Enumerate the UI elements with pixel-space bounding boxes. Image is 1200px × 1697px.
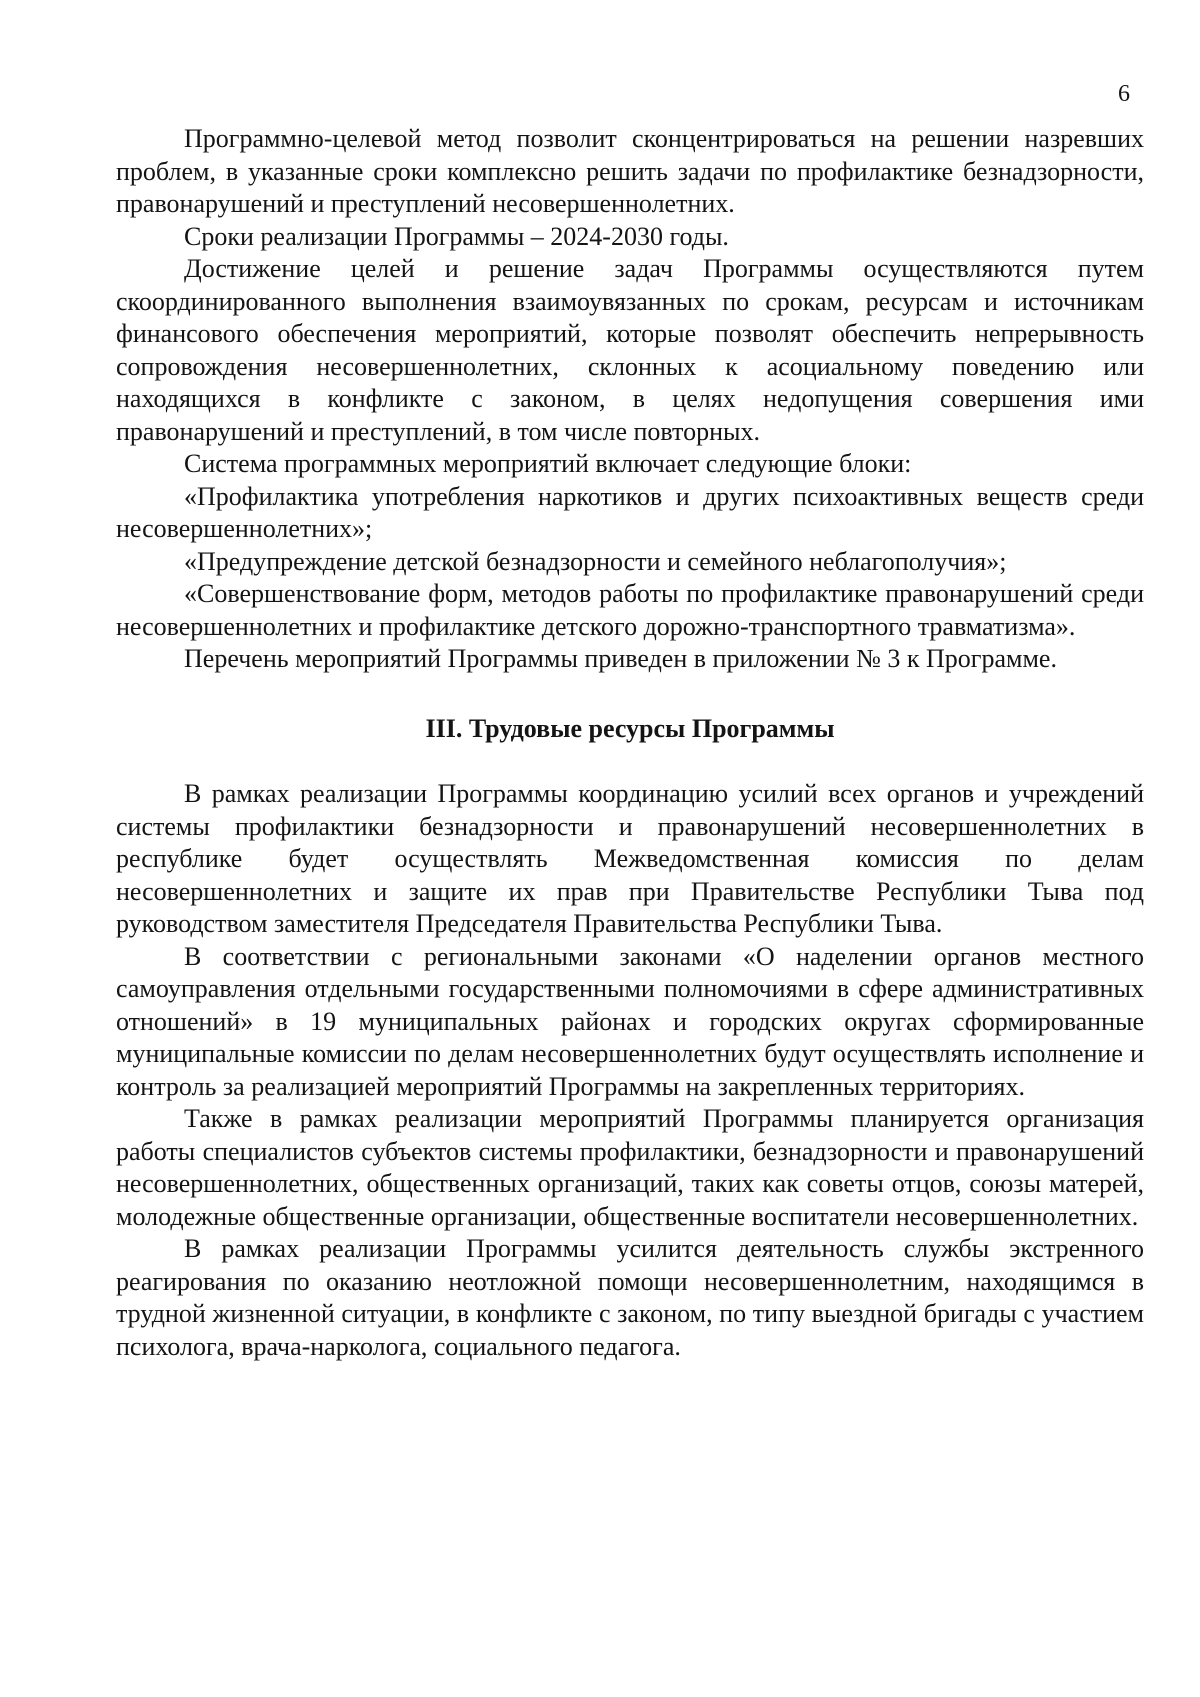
paragraph-program-target-method: Программно-целевой метод позволит сконцентрироваться на решении назревших проблем, в указанные сроки комплексно решить задачи по профилактике безнадзорности, правонарушений и преступлений несовершеннолетних. [116,124,1144,218]
paragraph-block-neglect-prevention: «Предупреждение детской безнадзорности и семейного неблагополучия»; [184,546,1007,576]
section-heading: III. Трудовые ресурсы Программы [425,713,835,743]
paragraph-specialists-organization: Также в рамках реализации мероприятий Программы планируется организация работы специалистов субъектов системы профилактики, безнадзорности и правонарушений несовершеннолетних, общественных организаций, таких как советы отцов, союзы матерей, молодежные общественные организации, общественные воспитатели несовершеннолетних. [116,1104,1144,1231]
paragraph-goals-achievement: Достижение целей и решение задач Программы осуществляются путем скоординированного выполнения взаимоувязанных по срокам, ресурсам и источникам финансового обеспечения мероприятий, которые позволят обеспечить непрерывность сопровождения несовершеннолетних, склонных к асоциальному поведению или находящихся в конфликте с законом, в целях недопущения совершения ими правонарушений и преступлений, в том числе повторных. [116,254,1144,446]
paragraph-block-drug-prevention: «Профилактика употребления наркотиков и других психоактивных веществ среди несовершеннолетних»; [116,481,1144,543]
paragraph-municipal-commissions: В соответствии с региональными законами «О наделении органов местного самоуправления отдельными государственными полномочиями в сфере административных отношений» в 19 муниципальных районах и городских округах сформированные муниципальные комиссии по делам несовершеннолетних будут осуществлять исполнение и контроль за реализацией мероприятий Программы на закрепленных территориях. [116,941,1144,1101]
document-body [116,123,1144,1363]
paragraph-implementation-period: Сроки реализации Программы – 2024-2030 годы. [184,221,729,251]
paragraph-activity-blocks-intro: Система программных мероприятий включает следующие блоки: [184,449,912,478]
paragraph-block-offense-prevention: «Совершенствование форм, методов работы по профилактике правонарушений среди несовершеннолетних и профилактике детского дорожно-транспортного травматизма». [116,579,1144,641]
page-number: 6 [1118,81,1130,107]
paragraph-coordination: В рамках реализации Программы координацию усилий всех органов и учреждений системы профилактики безнадзорности и правонарушений несовершеннолетних в республике будет осуществлять Межведомственная комиссия по делам несовершеннолетних и защите их прав при Правительстве Республики Тыва под руководством заместителя Председателя Правительства Республики Тыва. [116,779,1144,938]
paragraph-emergency-service: В рамках реализации Программы усилится деятельность службы экстренного реагирования по оказанию неотложной помощи несовершеннолетним, находящимся в трудной жизненной ситуации, в конфликте с законом, по типу выездной бригады с участием психолога, врача-нарколога, социального педагога. [116,1234,1144,1361]
paragraph-activity-list-reference: Перечень мероприятий Программы приведен в приложении № 3 к Программе. [184,644,1057,673]
